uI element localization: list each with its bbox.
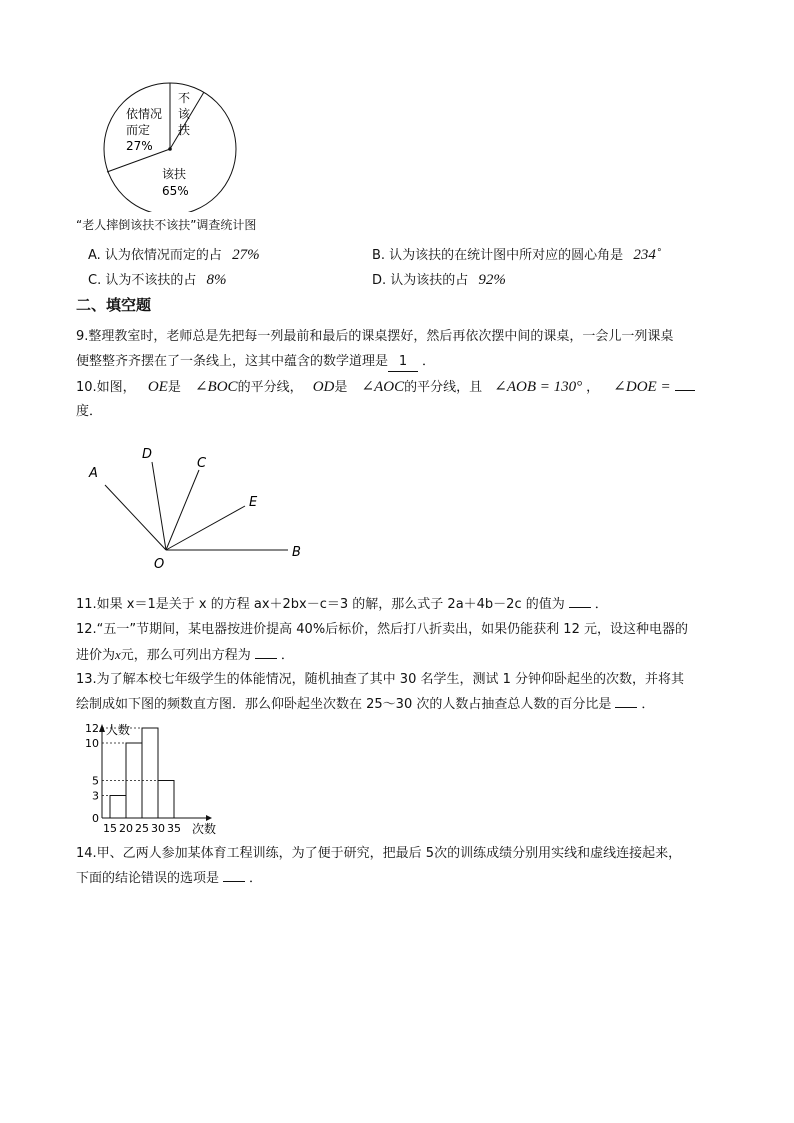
q12-answer-blank <box>255 658 277 659</box>
q10-m2: ∠BOC <box>194 379 238 395</box>
q14-line2-text: 下面的结论错误的选项是 <box>76 871 220 886</box>
point-label-b: B <box>292 545 301 560</box>
histogram-bar <box>110 796 126 819</box>
ray-oe <box>166 506 245 550</box>
q9-line1: 9.整理教室时，老师总是先把每一列最前和最后的课桌摆好，然后再依次摆中间的课桌，一会儿一列课桌 <box>76 329 674 344</box>
q12-line2a: 进价为 <box>76 648 116 663</box>
q10-m6: ∠DOE = <box>613 379 671 395</box>
q12-line1: 12.“五一”节期间，某电器按进价提高 40%后标价，然后打八折卖出，如果仍能获利 12 元，设这种电器的 <box>76 622 688 637</box>
option-b-value: 234˚ <box>633 247 661 263</box>
pie-label-yiqing-pct: 27% <box>126 139 153 153</box>
q9-line2-text: 便整整齐齐摆在了一条线上，这其中蕴含的数学道理是 <box>76 354 389 369</box>
q13-line1: 13.为了解本校七年级学生的体能情况，随机抽查了其中 30 名学生，测试 1 分钟仰卧起坐的次数，并将其 <box>76 672 685 687</box>
angle-figure <box>80 440 320 580</box>
y-tick-label: 12 <box>85 722 99 735</box>
x-tick-label: 35 <box>167 822 181 835</box>
x-axis-arrow <box>206 815 212 821</box>
q10-line2: 度． <box>76 404 103 419</box>
option-a-value: 27% <box>232 247 260 263</box>
q10-m1: OE <box>147 379 168 395</box>
q9-line2 <box>76 353 435 372</box>
x-tick-label: 15 <box>103 822 117 835</box>
x-axis-label: 次数 <box>192 822 217 836</box>
q10-answer-blank <box>675 390 695 391</box>
option-b <box>372 246 661 265</box>
pie-label-bugai-3: 扶 <box>178 123 191 137</box>
pie-label-yiqing-2: 而定 <box>126 123 151 137</box>
q13-end: ． <box>641 697 655 712</box>
point-label-a: A <box>89 466 98 481</box>
option-c-value: 8% <box>206 272 227 288</box>
pie-caption: “老人摔倒该扶不该扶”调查统计图 <box>76 218 257 232</box>
y-tick-label: 10 <box>85 737 99 750</box>
q13-line2 <box>76 696 654 714</box>
q10-line1 <box>76 378 695 397</box>
q10-m5: ∠AOB = 130° <box>494 379 583 395</box>
q11-end: ． <box>594 597 608 612</box>
q10-p4: 是 <box>334 380 348 395</box>
point-label-d: D <box>142 447 153 462</box>
option-a-text: A. 认为依情况而定的占 <box>88 248 222 263</box>
pie-label-gaifu-pct: 65% <box>162 184 189 198</box>
q11 <box>76 596 608 614</box>
option-a <box>88 246 260 265</box>
option-c <box>88 271 226 290</box>
pie-chart <box>100 82 240 212</box>
q10-p2: 是 <box>167 380 181 395</box>
option-d-text: D. 认为该扶的占 <box>372 273 469 288</box>
section-title: 二、填空题 <box>76 296 152 314</box>
y-tick-label: 3 <box>92 789 99 803</box>
q10-p1: 10.如图， <box>76 380 136 395</box>
pie-label-bugai-1: 不 <box>178 91 191 105</box>
q12-line2b: 元，那么可列出方程为 <box>120 648 251 663</box>
q14-line2 <box>76 870 262 888</box>
q14-answer-blank <box>223 881 245 882</box>
q10-m3: OD <box>312 379 335 395</box>
q10-m4: ∠AOC <box>361 379 405 395</box>
point-label-o: O <box>154 557 165 572</box>
histogram-bar <box>158 781 174 819</box>
q14-end: ． <box>249 871 263 886</box>
pie-label-bugai-2: 该 <box>178 107 191 121</box>
option-d-value: 92% <box>478 272 506 288</box>
point-label-e: E <box>249 495 258 510</box>
pie-center-dot <box>168 147 172 151</box>
x-tick-label: 25 <box>135 822 149 835</box>
point-label-c: C <box>197 456 207 471</box>
y-axis-label: 人数 <box>106 723 131 737</box>
q10-p3: 的平分线， <box>237 380 303 395</box>
ray-oc <box>166 470 199 550</box>
x-tick-label: 20 <box>119 822 133 835</box>
q12-var: x <box>115 647 121 662</box>
option-b-text: B. 认为该扶的在统计图中所对应的圆心角是 <box>372 248 624 263</box>
histogram-chart <box>72 718 232 840</box>
q9-end: ． <box>422 354 436 369</box>
q13-answer-blank <box>615 707 637 708</box>
q14-line1: 14.甲、乙两人参加某体育工程训练，为了便于研究，把最后 5次的训练成绩分别用实线和虚线连接起来， <box>76 846 682 861</box>
q11-answer-blank <box>569 607 591 608</box>
q9-answer-blank: 1 <box>388 353 418 372</box>
q13-line2-text: 绘制成如下图的频数直方图．那么仰卧起坐次数在 25～30 次的人数占抽查总人数的百分比是 <box>76 697 612 712</box>
histogram-bar <box>142 728 158 818</box>
y-tick-label: 5 <box>92 774 99 788</box>
option-d <box>372 271 506 290</box>
option-c-text: C. 认为不该扶的占 <box>88 273 197 288</box>
q12-line2 <box>76 646 294 665</box>
x-tick-label: 30 <box>151 822 165 835</box>
q10-p6: ， <box>586 380 600 395</box>
q10-p5: 的平分线，且 <box>404 380 483 395</box>
y-tick-label: 0 <box>92 812 99 825</box>
pie-label-yiqing-1: 依情况 <box>126 107 163 121</box>
q12-end: ． <box>280 648 294 663</box>
q11-text: 11.如果 x＝1是关于 x 的方程 ax＋2bx－c＝3 的解，那么式子 2a＋4b－2c 的值为 <box>76 597 565 612</box>
pie-label-gaifu: 该扶 <box>162 167 187 181</box>
